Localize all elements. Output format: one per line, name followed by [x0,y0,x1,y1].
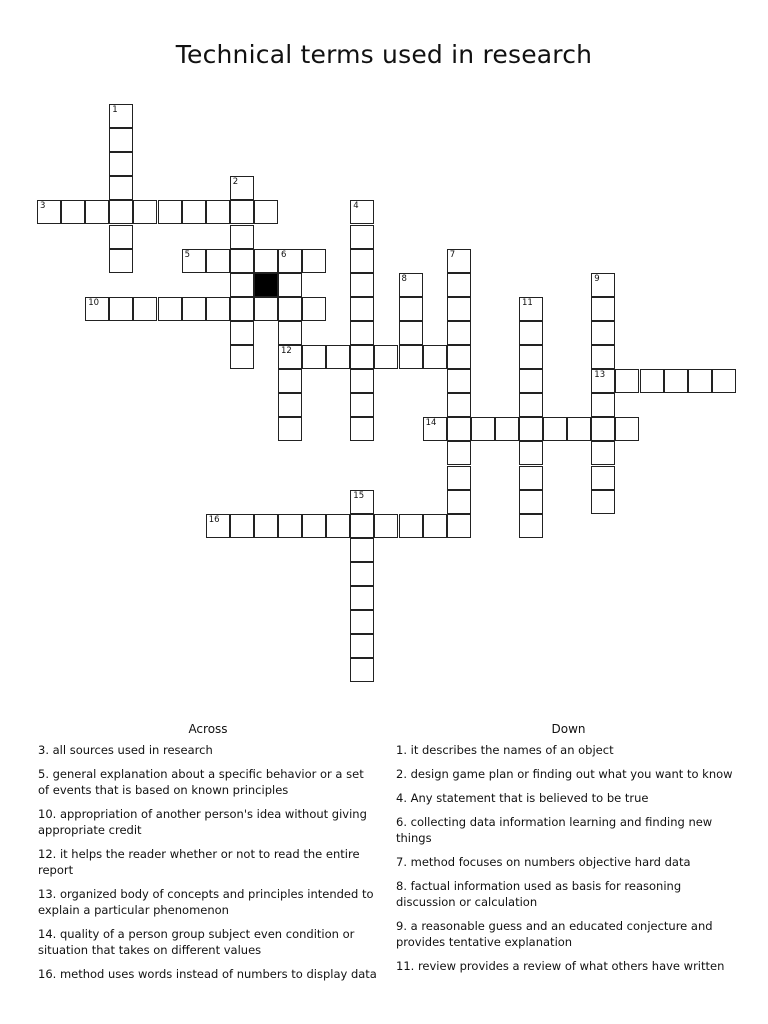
grid-cell[interactable] [230,225,254,249]
clue-number: 7 [449,249,456,260]
grid-cell[interactable] [447,393,471,417]
down-clue: 1. it describes the names of an object [396,743,614,757]
clue-number: 11 [522,297,533,308]
grid-cell[interactable] [278,417,302,441]
clue-number: 12 [281,346,292,356]
grid-cell[interactable] [519,466,543,490]
grid-cell[interactable] [519,321,543,345]
clue-number: 9 [594,273,600,284]
grid-cell[interactable] [350,225,374,249]
grid-cell[interactable] [350,200,374,224]
grid-cell[interactable] [109,200,133,224]
grid-cell[interactable] [664,369,688,393]
grid-cell[interactable] [182,249,206,273]
grid-cell[interactable] [109,249,133,273]
grid-cell[interactable] [230,345,254,369]
grid-cell[interactable] [447,441,471,465]
block-cell [254,273,278,297]
grid-cell[interactable] [350,610,374,634]
down-clue: 11. review provides a review of what others have written [396,959,725,973]
clue-number: 3 [40,201,46,212]
grid-cell[interactable] [302,345,326,369]
down-clue: 9. a reasonable guess and an educated conjecture and provides tentative explanation [396,919,713,949]
grid-cell[interactable] [374,514,398,538]
grid-cell[interactable] [447,321,471,345]
grid-cell[interactable] [109,225,133,249]
grid-cell[interactable] [350,562,374,586]
down-clue: 6. collecting data information learning and finding new things [396,815,713,845]
grid-cell[interactable] [350,490,374,514]
grid-cell[interactable] [567,417,591,441]
grid-cell[interactable] [399,273,423,297]
grid-cell[interactable] [712,369,736,393]
down-clues [396,722,741,982]
grid-cell[interactable] [447,514,471,538]
grid-cell[interactable] [254,249,278,273]
grid-cell[interactable] [615,417,639,441]
grid-cell[interactable] [591,273,615,297]
grid-cell[interactable] [278,514,302,538]
grid-cell[interactable] [85,200,109,224]
clue-number: 2 [232,177,239,188]
across-clues [38,722,378,990]
grid-cell[interactable] [615,369,639,393]
grid-cell[interactable] [640,369,664,393]
grid-cell[interactable] [278,297,302,321]
grid-cell[interactable] [230,297,254,321]
grid-cell[interactable] [519,297,543,321]
grid-cell[interactable] [447,490,471,514]
grid-cell[interactable] [278,393,302,417]
grid-cell[interactable] [254,297,278,321]
down-clue: 8. factual information used as basis for reasoning discussion or calculation [396,879,682,909]
clue-number: 6 [281,249,287,260]
grid-cell[interactable] [350,417,374,441]
clue-number: 14 [425,418,437,429]
grid-cell[interactable] [230,176,254,200]
grid-cell[interactable] [591,441,615,465]
grid-cell[interactable] [423,417,447,441]
grid-cell[interactable] [302,249,326,273]
grid-cell[interactable] [182,200,206,224]
grid-cell[interactable] [230,321,254,345]
grid-cell[interactable] [350,658,374,682]
down-clue: 4. Any statement that is believed to be true [396,791,649,805]
grid-cell[interactable] [591,345,615,369]
grid-cell[interactable] [206,297,230,321]
grid-cell[interactable] [350,586,374,610]
across-heading: Across [188,722,228,736]
across-clue: 3. all sources used in research [38,743,213,757]
grid-cell[interactable] [278,345,302,369]
grid-cell[interactable] [230,200,254,224]
down-clue: 7. method focuses on numbers objective hard data [396,855,691,869]
grid-cell[interactable] [519,369,543,393]
grid-cell[interactable] [133,200,157,224]
grid-cell[interactable] [230,514,254,538]
across-clue: 12. it helps the reader whether or not to read the entire report [38,847,360,877]
grid-cell[interactable] [158,297,182,321]
grid-cell[interactable] [350,514,374,538]
grid-cell[interactable] [447,369,471,393]
grid-cell[interactable] [61,200,85,224]
grid-cell[interactable] [543,417,567,441]
down-clue: 2. design game plan or finding out what you want to know [396,767,733,781]
grid-cell[interactable] [591,490,615,514]
grid-cell[interactable] [423,345,447,369]
across-clue: 16. method uses words instead of numbers to display data [38,967,377,981]
grid-cell[interactable] [519,393,543,417]
grid-cell[interactable] [399,297,423,321]
grid-cell[interactable] [350,273,374,297]
grid-cell[interactable] [591,393,615,417]
grid-cell[interactable] [591,417,615,441]
across-clue: 10. appropriation of another person's idea without giving appropriate credit [38,807,367,837]
grid-cell[interactable] [399,321,423,345]
grid-cell[interactable] [423,514,447,538]
grid-cell[interactable] [519,441,543,465]
grid-cell[interactable] [350,321,374,345]
grid-cell[interactable] [182,297,206,321]
clue-number: 1 [112,105,118,115]
across-clue: 14. quality of a person group subject even condition or situation that takes on different values [38,927,355,957]
grid-cell[interactable] [591,297,615,321]
grid-cell[interactable] [85,297,109,321]
grid-cell[interactable] [350,369,374,393]
grid-cell[interactable] [519,417,543,441]
grid-cell[interactable] [254,200,278,224]
grid-cell[interactable] [109,128,133,152]
across-clue: 5. general explanation about a specific behavior or a set of events that is based on known principles [38,767,364,797]
grid-cell[interactable] [519,345,543,369]
grid-cell[interactable] [254,514,278,538]
grid-cell[interactable] [447,417,471,441]
grid-cell[interactable] [109,152,133,176]
grid-cell[interactable] [519,490,543,514]
grid-cell[interactable] [591,466,615,490]
grid-cell[interactable] [206,200,230,224]
grid-cell[interactable] [350,634,374,658]
grid-cell[interactable] [374,345,398,369]
grid-cell[interactable] [350,345,374,369]
grid-cell[interactable] [230,273,254,297]
grid-cell[interactable] [350,297,374,321]
grid-cell[interactable] [399,345,423,369]
grid-cell[interactable] [158,200,182,224]
grid-cell[interactable] [278,249,302,273]
grid-cell[interactable] [109,176,133,200]
clue-number: 15 [353,490,365,501]
grid-cell[interactable] [447,297,471,321]
grid-cell[interactable] [399,514,423,538]
grid-cell[interactable] [447,345,471,369]
grid-cell[interactable] [109,297,133,321]
grid-cell[interactable] [447,273,471,297]
grid-cell[interactable] [302,514,326,538]
clue-number: 13 [594,370,606,381]
grid-cell[interactable] [302,297,326,321]
grid-cell[interactable] [206,249,230,273]
grid-cell[interactable] [350,249,374,273]
grid-cell[interactable] [206,514,230,538]
grid-cell[interactable] [495,417,519,441]
grid-cell[interactable] [519,514,543,538]
grid-cell[interactable] [688,369,712,393]
grid-cell[interactable] [278,369,302,393]
grid-cell[interactable] [471,417,495,441]
clue-number: 16 [208,514,220,525]
grid-cell[interactable] [133,297,157,321]
grid-cell[interactable] [278,321,302,345]
clue-number: 4 [353,201,359,212]
puzzle-title: Technical terms used in research [175,40,593,69]
grid-cell[interactable] [230,249,254,273]
across-clue: 13. organized body of concepts and principles intended to explain a particular phenomenon [38,887,374,917]
grid-cell[interactable] [326,345,350,369]
grid-cell[interactable] [350,393,374,417]
clue-number: 5 [184,249,191,260]
grid-cell[interactable] [447,466,471,490]
grid-cell[interactable] [591,321,615,345]
grid-cell[interactable] [326,514,350,538]
clue-number: 10 [88,297,100,308]
grid-cell[interactable] [109,104,133,128]
grid-cell[interactable] [591,369,615,393]
grid-cell[interactable] [350,538,374,562]
clue-number: 8 [401,273,407,284]
grid-cell[interactable] [37,200,61,224]
grid-cell[interactable] [278,273,302,297]
down-heading: Down [551,722,586,736]
grid-cell[interactable] [447,249,471,273]
